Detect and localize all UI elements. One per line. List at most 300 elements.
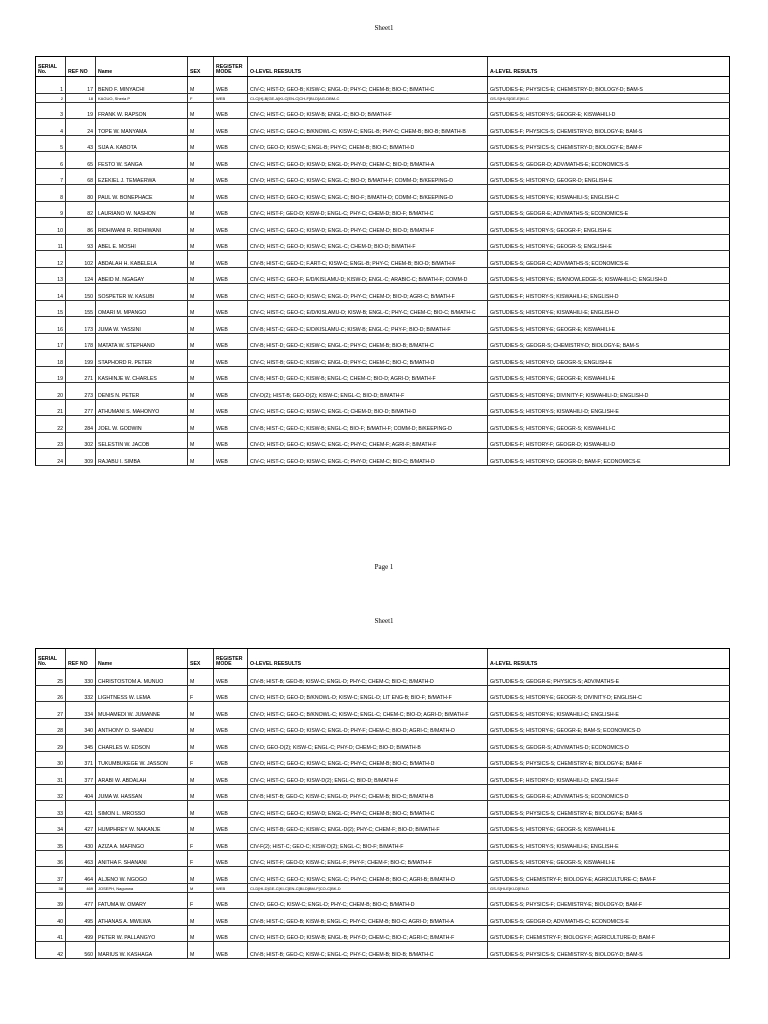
header-serial: SERIAL No.: [36, 649, 66, 669]
table-row: [36, 432, 730, 449]
cell-alevel: G/STUDIES-S; HISTORY-E; GEOGR-E; BAM-S; ECONOMICS-D: [488, 718, 730, 735]
cell-serial: 17: [36, 333, 66, 350]
cell-olevel: CIV-D; HIST-C; GEO-D; KISW-C; ENGL-C; CHEM-D; BIO-D; B/MATH-F: [248, 234, 488, 251]
cell-ref: 340: [66, 718, 96, 735]
cell-sex: M: [188, 909, 214, 926]
cell-name: MATATA W. STEPHANO: [96, 333, 188, 350]
cell-olevel: CIV-C; HIST-F; GEO-D; KISW-D; ENGL-C; PHY-C; CHEM-D; BIO-F; B/MATH-C: [248, 201, 488, 218]
cell-mode: WEB: [214, 317, 248, 334]
cell-ref: 124: [66, 267, 96, 284]
cell-mode: WEB: [214, 718, 248, 735]
cell-olevel: CIV-C; HIST-B; GEO-C; KISW-C; ENGL-D(2); PHY-C; CHEM-F; BIO-D; B/MATH-F: [248, 817, 488, 834]
table-row: [36, 925, 730, 942]
cell-olevel: CIV-D; GEO-D(2); KISW-C; ENGL-C; PHY-D; CHEM-C; BIO-D; B/MATH-B: [248, 735, 488, 752]
cell-sex: M: [188, 883, 214, 892]
table-row: [36, 93, 730, 102]
cell-serial: 34: [36, 817, 66, 834]
cell-mode: WEB: [214, 867, 248, 884]
results-table-page-1: [35, 56, 730, 466]
cell-alevel: G/STUDIES-S; CHEMISTRY-F; BIOLOGY-E; AGRICULTURE-C; BAM-F: [488, 867, 730, 884]
cell-olevel: CIV-C; HIST-C; GEO-D; KISW-B; ENGL-C; BIO-D; B/MATH-F: [248, 102, 488, 119]
cell-olevel: CIV-C; HIST-C; GEO-C; E/D/KISLAMU-D; KISW-B; ENGL-C; PHY-C; CHEM-C; BIO-C; B/MATH-C: [248, 300, 488, 317]
cell-mode: WEB: [214, 784, 248, 801]
cell-sex: M: [188, 867, 214, 884]
cell-sex: M: [188, 383, 214, 400]
table-row: [36, 168, 730, 185]
cell-olevel: CI-D[HI-D]GE-C[KI-C]EN-C[BI-D]BM-F[CO-C]BK-D: [248, 883, 488, 892]
cell-sex: M: [188, 432, 214, 449]
table-row: [36, 333, 730, 350]
cell-ref: 150: [66, 284, 96, 301]
cell-ref: 495: [66, 909, 96, 926]
cell-name: JUMA W. YASSINI: [96, 317, 188, 334]
cell-ref: 82: [66, 201, 96, 218]
cell-olevel: CIV-D; HIST-D; GEO-D; B/KNOWL-D; KISW-C; ENGL-D; LIT ENG-B; BIO-F; B/MATH-F: [248, 685, 488, 702]
cell-ref: 377: [66, 768, 96, 785]
cell-ref: 334: [66, 702, 96, 719]
cell-name: ANITHA F. SHANANI: [96, 850, 188, 867]
table-row: [36, 801, 730, 818]
cell-name: ARABI W. ABDALAH: [96, 768, 188, 785]
cell-name: KASHINJE W. CHARLES: [96, 366, 188, 383]
cell-alevel: G/STUDIES-S; HISTORY-E; GEOGR-E; KISWAHILI-E: [488, 317, 730, 334]
cell-ref: 199: [66, 350, 96, 367]
cell-serial: 26: [36, 685, 66, 702]
table-row: [36, 185, 730, 202]
cell-name: ABEID M. NGAGAY: [96, 267, 188, 284]
cell-ref: 277: [66, 399, 96, 416]
table-row: [36, 399, 730, 416]
table-row: [36, 735, 730, 752]
cell-sex: F: [188, 834, 214, 851]
cell-ref: 371: [66, 751, 96, 768]
cell-name: FATUMA W. OMARY: [96, 892, 188, 909]
cell-olevel: CIV-D; HIST-D; GEO-D; KISW-B; ENGL-B; PHY-D; CHEM-C; BIO-C; AGRI-C; B/MATH-F: [248, 925, 488, 942]
cell-alevel: G/STUDIES-S; GEOGR-D; ADV/MATHS-C; ECONOMICS-E: [488, 909, 730, 926]
cell-mode: WEB: [214, 801, 248, 818]
cell-ref: 463: [66, 850, 96, 867]
table-row: [36, 718, 730, 735]
cell-serial: 40: [36, 909, 66, 926]
cell-serial: 25: [36, 669, 66, 686]
cell-sex: M: [188, 300, 214, 317]
table-row: [36, 909, 730, 926]
cell-mode: WEB: [214, 416, 248, 433]
cell-sex: M: [188, 267, 214, 284]
cell-alevel: GS-S[HI-S]GE-E[KI-C: [488, 93, 730, 102]
cell-sex: M: [188, 942, 214, 959]
cell-serial: 36: [36, 850, 66, 867]
cell-serial: 13: [36, 267, 66, 284]
cell-alevel: G/STUDIES-S; HISTORY-S; KISWAHILI-E; ENGLISH-E: [488, 834, 730, 851]
cell-sex: M: [188, 735, 214, 752]
table-row: [36, 850, 730, 867]
cell-alevel: G/STUDIES-S; HISTORY-E; GEOGR-S; DIVINITY-D; ENGLISH-C: [488, 685, 730, 702]
cell-alevel: G/STUDIES-S; PHYSICS-S; CHEMISTRY-E; BIOLOGY-E; BAM-F: [488, 751, 730, 768]
cell-mode: WEB: [214, 77, 248, 94]
header-mode: REGISTER MODE: [214, 57, 248, 77]
cell-mode: WEB: [214, 817, 248, 834]
cell-alevel: G/STUDIES-S; HISTORY-E; GEOGR-S; KISWAHILI-C: [488, 416, 730, 433]
cell-ref: 330: [66, 669, 96, 686]
cell-mode: WEB: [214, 925, 248, 942]
cell-mode: WEB: [214, 168, 248, 185]
cell-mode: WEB: [214, 751, 248, 768]
table-row: [36, 942, 730, 959]
header-olevel: O-LEVEL REESULTS: [248, 649, 488, 669]
cell-serial: 33: [36, 801, 66, 818]
cell-serial: 8: [36, 185, 66, 202]
cell-serial: 32: [36, 784, 66, 801]
cell-mode: WEB: [214, 300, 248, 317]
cell-mode: WEB: [214, 685, 248, 702]
cell-olevel: CIV-C; HIST-C; GEO-C; KISW-D; ENGL-D; PHY-C; CHEM-D; BIO-D; B/MATH-F: [248, 218, 488, 235]
cell-name: SIJA A. KABOTA: [96, 135, 188, 152]
cell-ref: 404: [66, 784, 96, 801]
header-ref: REF NO: [66, 649, 96, 669]
cell-olevel: CIV-C; HIST-F; GEO-D; KISW-C; ENGL-F; PHY-F; CHEM-F; BIO-C; B/MATH-F: [248, 850, 488, 867]
cell-alevel: G/STUDIES-S; HISTORY-D; GEOGR-S; ENGLISH-E: [488, 350, 730, 367]
cell-olevel: CIV-D; HIST-C; GEO-C; B/KNOWL-C; KISW-C; ENGL-C; CHEM-C; BIO-D; AGRI-D; B/MATH-F: [248, 702, 488, 719]
header-serial: SERIAL No.: [36, 57, 66, 77]
table-row: [36, 834, 730, 851]
cell-ref: 65: [66, 152, 96, 169]
cell-olevel: CIV-B; HIST-B; GEO-C; KISW-C; ENGL-C; PHY-C; CHEM-B; BIO-B; B/MATH-C: [248, 942, 488, 959]
cell-name: ATHANAS A. MWILWA: [96, 909, 188, 926]
cell-mode: WEB: [214, 942, 248, 959]
table-row: [36, 102, 730, 119]
cell-ref: 80: [66, 185, 96, 202]
cell-mode: WEB: [214, 234, 248, 251]
cell-alevel: G/STUDIES-S; HISTORY-D; GEOGR-D; ENGLISH-E: [488, 168, 730, 185]
cell-mode: WEB: [214, 218, 248, 235]
cell-ref: 273: [66, 383, 96, 400]
table-row: [36, 350, 730, 367]
header-sex: SEX: [188, 57, 214, 77]
cell-olevel: CIV-B; HIST-D; GEO-C; KISW-B; ENGL-C; CHEM-C; BIO-D; AGRI-D; B/MATH-F: [248, 366, 488, 383]
cell-ref: 19: [66, 102, 96, 119]
cell-sex: M: [188, 669, 214, 686]
cell-alevel: G/STUDIES-S; HISTORY-S; KISWAHILI-D; ENGLISH-E: [488, 399, 730, 416]
cell-olevel: CIV-B; HIST-C; GEO-C; KISW-B; ENGL-C; BIO-F; B/MATH-F; COMM-D; B/KEEPING-D: [248, 416, 488, 433]
cell-mode: WEB: [214, 251, 248, 268]
cell-sex: M: [188, 784, 214, 801]
cell-name: KAGUO, Sheria P: [96, 93, 188, 102]
cell-ref: 173: [66, 317, 96, 334]
cell-sex: M: [188, 152, 214, 169]
header-olevel: O-LEVEL REESULTS: [248, 57, 488, 77]
cell-ref: 309: [66, 449, 96, 466]
header-alevel: A-LEVEL RESULTS: [488, 649, 730, 669]
cell-olevel: CIV-B; HIST-B; GEO-B; KISW-C; ENGL-D; PHY-C; CHEM-C; BIO-C; B/MATH-D: [248, 669, 488, 686]
table-row: [36, 784, 730, 801]
cell-sex: M: [188, 817, 214, 834]
cell-serial: 22: [36, 416, 66, 433]
cell-sex: M: [188, 350, 214, 367]
table-row: [36, 416, 730, 433]
table-row: [36, 251, 730, 268]
cell-ref: 24: [66, 119, 96, 136]
cell-mode: WEB: [214, 669, 248, 686]
cell-ref: 560: [66, 942, 96, 959]
cell-sex: M: [188, 119, 214, 136]
cell-alevel: G/STUDIES-F; HISTORY-F; GEOGR-D; KISWAHILI-D: [488, 432, 730, 449]
cell-serial: 28: [36, 718, 66, 735]
cell-serial: 12: [36, 251, 66, 268]
cell-ref: 421: [66, 801, 96, 818]
table-row: [36, 867, 730, 884]
cell-olevel: CIV-B; HIST-B; GEO-C; KISW-C; ENGL-D; PHY-C; CHEM-B; BIO-C; B/MATH-B: [248, 784, 488, 801]
cell-mode: WEB: [214, 850, 248, 867]
table-row: [36, 234, 730, 251]
cell-name: STAPHORD R. PETER: [96, 350, 188, 367]
cell-name: BENO F. MINYACHI: [96, 77, 188, 94]
cell-name: MARIUS W. KASHAGA: [96, 942, 188, 959]
table-row: [36, 768, 730, 785]
cell-mode: WEB: [214, 883, 248, 892]
sheet-title-page-2: Sheet1: [374, 617, 394, 625]
header-ref: REF NO: [66, 57, 96, 77]
cell-serial: 19: [36, 366, 66, 383]
cell-olevel: CIV-D; HIST-C; GEO-C; KISW-C; ENGL-C; PHY-C; CHEM-B; BIO-C; B/MATH-D: [248, 751, 488, 768]
cell-olevel: CIV-D(2); HIST-B; GEO-D(2); KISW-C; ENGL-C; BIO-D; B/MATH-F: [248, 383, 488, 400]
cell-serial: 41: [36, 925, 66, 942]
cell-alevel: G/STUDIES-F; PHYSICS-S; CHEMISTRY-D; BIOLOGY-E; BAM-S: [488, 119, 730, 136]
cell-mode: WEB: [214, 366, 248, 383]
cell-mode: WEB: [214, 152, 248, 169]
table-row: [36, 119, 730, 136]
cell-ref: 332: [66, 685, 96, 702]
cell-alevel: G/STUDIES-S; GEOGR-E; ADV/MATHS-S; ECONOMICS-E: [488, 201, 730, 218]
cell-ref: 86: [66, 218, 96, 235]
cell-sex: M: [188, 284, 214, 301]
cell-name: CHRISTOSTOM A. MUNUO: [96, 669, 188, 686]
cell-mode: WEB: [214, 284, 248, 301]
cell-name: PETER W. PALLANGYO: [96, 925, 188, 942]
cell-serial: 16: [36, 317, 66, 334]
cell-alevel: G/STUDIES-S; HISTORY-E; KISWAHILI-E; ENGLISH-D: [488, 300, 730, 317]
cell-mode: WEB: [214, 449, 248, 466]
cell-ref: 102: [66, 251, 96, 268]
cell-sex: M: [188, 801, 214, 818]
header-alevel: A-LEVEL RESULTS: [488, 57, 730, 77]
cell-alevel: G/STUDIES-S; HISTORY-E; GEOGR-E; KISWAHILI-E: [488, 366, 730, 383]
cell-alevel: G/STUDIES-S; HISTORY-S; GEOGR-F; ENGLISH-E: [488, 218, 730, 235]
cell-serial: 1: [36, 77, 66, 94]
cell-name: SIMON L. MROSSO: [96, 801, 188, 818]
cell-sex: M: [188, 201, 214, 218]
cell-mode: WEB: [214, 201, 248, 218]
cell-serial: 29: [36, 735, 66, 752]
cell-olevel: CIV-C; HIST-C; GEO-D; KISW-D(2); ENGL-C; BIO-D; B/MATH-F: [248, 768, 488, 785]
cell-serial: 42: [36, 942, 66, 959]
cell-mode: WEB: [214, 185, 248, 202]
cell-name: ALJENO W. NGOGO: [96, 867, 188, 884]
cell-ref: 18: [66, 93, 96, 102]
header-sex: SEX: [188, 649, 214, 669]
cell-olevel: CIV-C; HIST-C; GEO-C; KISW-C; ENGL-C; CHEM-D; BIO-D; B/MATH-D: [248, 399, 488, 416]
cell-sex: M: [188, 702, 214, 719]
table-row: [36, 883, 730, 892]
cell-alevel: G/STUDIES-F; HISTORY-D; KISWAHILI-D; ENGLISH-F: [488, 768, 730, 785]
cell-olevel: CIV-C; HIST-C; GEO-F; E/D/KISLAMU-D; KISW-D; ENGL-C; ARABIC-C; B/MATH-F; COMM-D: [248, 267, 488, 284]
cell-olevel: CIV-C; HIST-C; GEO-D; KISW-C; ENGL-D; PHY-C; CHEM-D; BIO-D; AGRI-C; B/MATH-F: [248, 284, 488, 301]
cell-sex: M: [188, 768, 214, 785]
cell-serial: 35: [36, 834, 66, 851]
cell-olevel: CIV-C; HIST-C; GEO-C; KISW-C; ENGL-C; PHY-C; CHEM-B; BIO-C; AGRI-B; B/MATH-D: [248, 867, 488, 884]
cell-olevel: CIV-C; HIST-C; GEO-C; B/KNOWL-C; KISW-C; ENGL-B; PHY-C; CHEM-B; BIO-B; B/MATH-B: [248, 119, 488, 136]
cell-sex: M: [188, 416, 214, 433]
cell-alevel: G/STUDIES-S; HISTORY-E; IS/KNOWLEDGE-S; KISWAHILI-C; ENGLISH-D: [488, 267, 730, 284]
cell-alevel: G/STUDIES-S; PHYSICS-S; CHEMISTRY-D; BIOLOGY-E; BAM-F: [488, 135, 730, 152]
cell-ref: 302: [66, 432, 96, 449]
cell-serial: 24: [36, 449, 66, 466]
cell-olevel: CIV-B; HIST-D; GEO-C; KISW-C; ENGL-C; PHY-C; CHEM-B; BIO-B; B/MATH-C: [248, 333, 488, 350]
cell-olevel: CIV-C; HIST-C; GEO-D; KISW-D; ENGL-D; PHY-D; CHEM-C; BIO-D; B/MATH-A: [248, 152, 488, 169]
cell-olevel: CIV-B; HIST-C; GEO-C; F.ART-C; KISW-C; ENGL-B; PHY-C; CHEM-B; BIO-D; B/MATH-F: [248, 251, 488, 268]
cell-ref: 345: [66, 735, 96, 752]
cell-serial: 7: [36, 168, 66, 185]
cell-alevel: G/STUDIES-S; HISTORY-E; KISWAHILI-C; ENGLISH-E: [488, 702, 730, 719]
cell-alevel: G/STUDIES-S; PHYSICS-S; CHEMISTRY-S; BIOLOGY-D; BAM-S: [488, 942, 730, 959]
cell-name: DENIS N. PETER: [96, 383, 188, 400]
cell-name: SELESTIN W. JACOB: [96, 432, 188, 449]
cell-serial: 15: [36, 300, 66, 317]
cell-name: ABDALAH H. KABELELA: [96, 251, 188, 268]
table-row: [36, 218, 730, 235]
cell-alevel: G/STUDIES-S; HISTORY-S; GEOGR-E; KISWAHILI-D: [488, 102, 730, 119]
cell-ref: 430: [66, 834, 96, 851]
table-row: [36, 317, 730, 334]
cell-serial: 4: [36, 119, 66, 136]
cell-ref: 271: [66, 366, 96, 383]
cell-olevel: CIV-B; HIST-C; GEO-C; E/D/KISLAMU-C; KISW-B; ENGL-C; PHY-F; BIO-D; B/MATH-F: [248, 317, 488, 334]
table-row: [36, 366, 730, 383]
cell-serial: 11: [36, 234, 66, 251]
cell-ref: 43: [66, 135, 96, 152]
table-row: [36, 284, 730, 301]
cell-name: EZEKIEL J. TEMAERWA: [96, 168, 188, 185]
cell-sex: F: [188, 751, 214, 768]
table-row: [36, 702, 730, 719]
cell-olevel: CIV-C; HIST-C; GEO-D; KISW-C; ENGL-C; PHY-D; CHEM-C; BIO-C; B/MATH-D: [248, 449, 488, 466]
cell-serial: 14: [36, 284, 66, 301]
cell-olevel: CIV-C; HIST-C; GEO-C; KISW-D; ENGL-C; PHY-C; CHEM-B; BIO-C; B/MATH-C: [248, 801, 488, 818]
cell-mode: WEB: [214, 135, 248, 152]
cell-serial: 18: [36, 350, 66, 367]
cell-alevel: G/STUDIES-S; GEOGR-S; ADV/MATHS-D; ECONOMICS-D: [488, 735, 730, 752]
cell-sex: M: [188, 102, 214, 119]
cell-ref: 499: [66, 925, 96, 942]
cell-sex: F: [188, 93, 214, 102]
cell-olevel: CIV-D; GEO-C; KISW-C; ENGL-D; PHY-C; CHEM-B; BIO-C; B/MATH-D: [248, 892, 488, 909]
header-name: Name: [96, 649, 188, 669]
cell-sex: M: [188, 251, 214, 268]
cell-mode: WEB: [214, 834, 248, 851]
cell-olevel: CIV-B; HIST-C; GEO-B; KISW-B; ENGL-C; PHY-C; CHEM-B; BIO-C; AGRI-D; B/MATH-A: [248, 909, 488, 926]
cell-ref: 68: [66, 168, 96, 185]
cell-serial: 6: [36, 152, 66, 169]
cell-alevel: G/STUDIES-S; GEOGR-C; ADV/MATHS-S; ECONOMICS-E: [488, 251, 730, 268]
cell-serial: 5: [36, 135, 66, 152]
cell-serial: 30: [36, 751, 66, 768]
table-row: [36, 267, 730, 284]
cell-mode: WEB: [214, 383, 248, 400]
cell-serial: 39: [36, 892, 66, 909]
cell-alevel: G/STUDIES-S; PHYSICS-S; CHEMISTRY-E; BIOLOGY-E; BAM-S: [488, 801, 730, 818]
cell-olevel: CIV-D; HIST-C; GEO-C; KISW-C; ENGL-C; BIO-D; B/MATH-F; COMM-D; B/KEEPING-D: [248, 168, 488, 185]
cell-sex: F: [188, 892, 214, 909]
cell-alevel: G/STUDIES-S; GEOGR-S; CHEMISTRY-D; BIOLOGY-E; BAM-S: [488, 333, 730, 350]
cell-sex: F: [188, 850, 214, 867]
cell-mode: WEB: [214, 350, 248, 367]
cell-alevel: G/STUDIES-S; HISTORY-E; GEOGR-S; ENGLISH-E: [488, 234, 730, 251]
cell-name: PAUL W. BONEPHACE: [96, 185, 188, 202]
cell-mode: WEB: [214, 432, 248, 449]
cell-sex: M: [188, 185, 214, 202]
cell-serial: 9: [36, 201, 66, 218]
page-footer: Page 1: [374, 563, 394, 571]
cell-sex: M: [188, 449, 214, 466]
cell-mode: WEB: [214, 909, 248, 926]
table-row: [36, 152, 730, 169]
cell-alevel: G/STUDIES-S; HISTORY-D; GEOGR-D; BAM-F; ECONOMICS-E: [488, 449, 730, 466]
cell-name: JOSEPH, Nagunwa: [96, 883, 188, 892]
cell-ref: 464: [66, 867, 96, 884]
cell-name: RAJABU I. SIMBA: [96, 449, 188, 466]
cell-serial: 27: [36, 702, 66, 719]
cell-ref: 93: [66, 234, 96, 251]
cell-name: ABEL E. MOSHI: [96, 234, 188, 251]
cell-name: MUHAMEDI W. JUMANNE: [96, 702, 188, 719]
table-row: [36, 135, 730, 152]
cell-serial: 10: [36, 218, 66, 235]
cell-mode: WEB: [214, 892, 248, 909]
cell-olevel: CIV-F(2); HIST-C; GEO-C; KISW-D(2); ENGL-C; BIO-F; B/MATH-F: [248, 834, 488, 851]
cell-alevel: G/STUDIES-F; CHEMISTRY-F; BIOLOGY-F; AGRICULTURE-D; BAM-F: [488, 925, 730, 942]
cell-mode: WEB: [214, 735, 248, 752]
cell-name: JUMA W. HASSAN: [96, 784, 188, 801]
cell-sex: M: [188, 333, 214, 350]
cell-serial: 38: [36, 883, 66, 892]
cell-sex: M: [188, 218, 214, 235]
results-table-page-2: [35, 648, 730, 959]
cell-sex: M: [188, 366, 214, 383]
cell-name: FRANK W. RAPSON: [96, 102, 188, 119]
table-row: [36, 751, 730, 768]
cell-name: AZIZA A. MAFINGO: [96, 834, 188, 851]
cell-serial: 2: [36, 93, 66, 102]
cell-serial: 23: [36, 432, 66, 449]
cell-sex: M: [188, 317, 214, 334]
cell-alevel: G/STUDIES-S; HISTORY-E; KISWAHILI-S; ENGLISH-C: [488, 185, 730, 202]
cell-alevel: G/STUDIES-E; PHYSICS-E; CHEMISTRY-D; BIOLOGY-D; BAM-S: [488, 77, 730, 94]
cell-olevel: CI-C[H]-B[GE-A]KI-C[EN-C]CH-F[BI-D]AG-DBM-C: [248, 93, 488, 102]
cell-name: FESTO W. SANGA: [96, 152, 188, 169]
table-row: [36, 300, 730, 317]
cell-name: CHARLES W. EDSON: [96, 735, 188, 752]
cell-alevel: G/STUDIES-S; HISTORY-E; DIVINITY-F; KISWAHILI-D; ENGLISH-D: [488, 383, 730, 400]
cell-name: LIGHTNESS W. LEMA: [96, 685, 188, 702]
cell-serial: 31: [36, 768, 66, 785]
table-row: [36, 817, 730, 834]
table-row: [36, 892, 730, 909]
cell-mode: WEB: [214, 102, 248, 119]
cell-mode: WEB: [214, 267, 248, 284]
cell-name: SOSPETER W. KASUBI: [96, 284, 188, 301]
cell-olevel: CIV-D; HIST-C; GEO-D; KISW-C; ENGL-D; PHY-F; CHEM-C; BIO-D; AGRI-C; B/MATH-D: [248, 718, 488, 735]
cell-alevel: G/STUDIES-S; GEOGR-E; ADV/MATHS-S; ECONOMICS-D: [488, 784, 730, 801]
